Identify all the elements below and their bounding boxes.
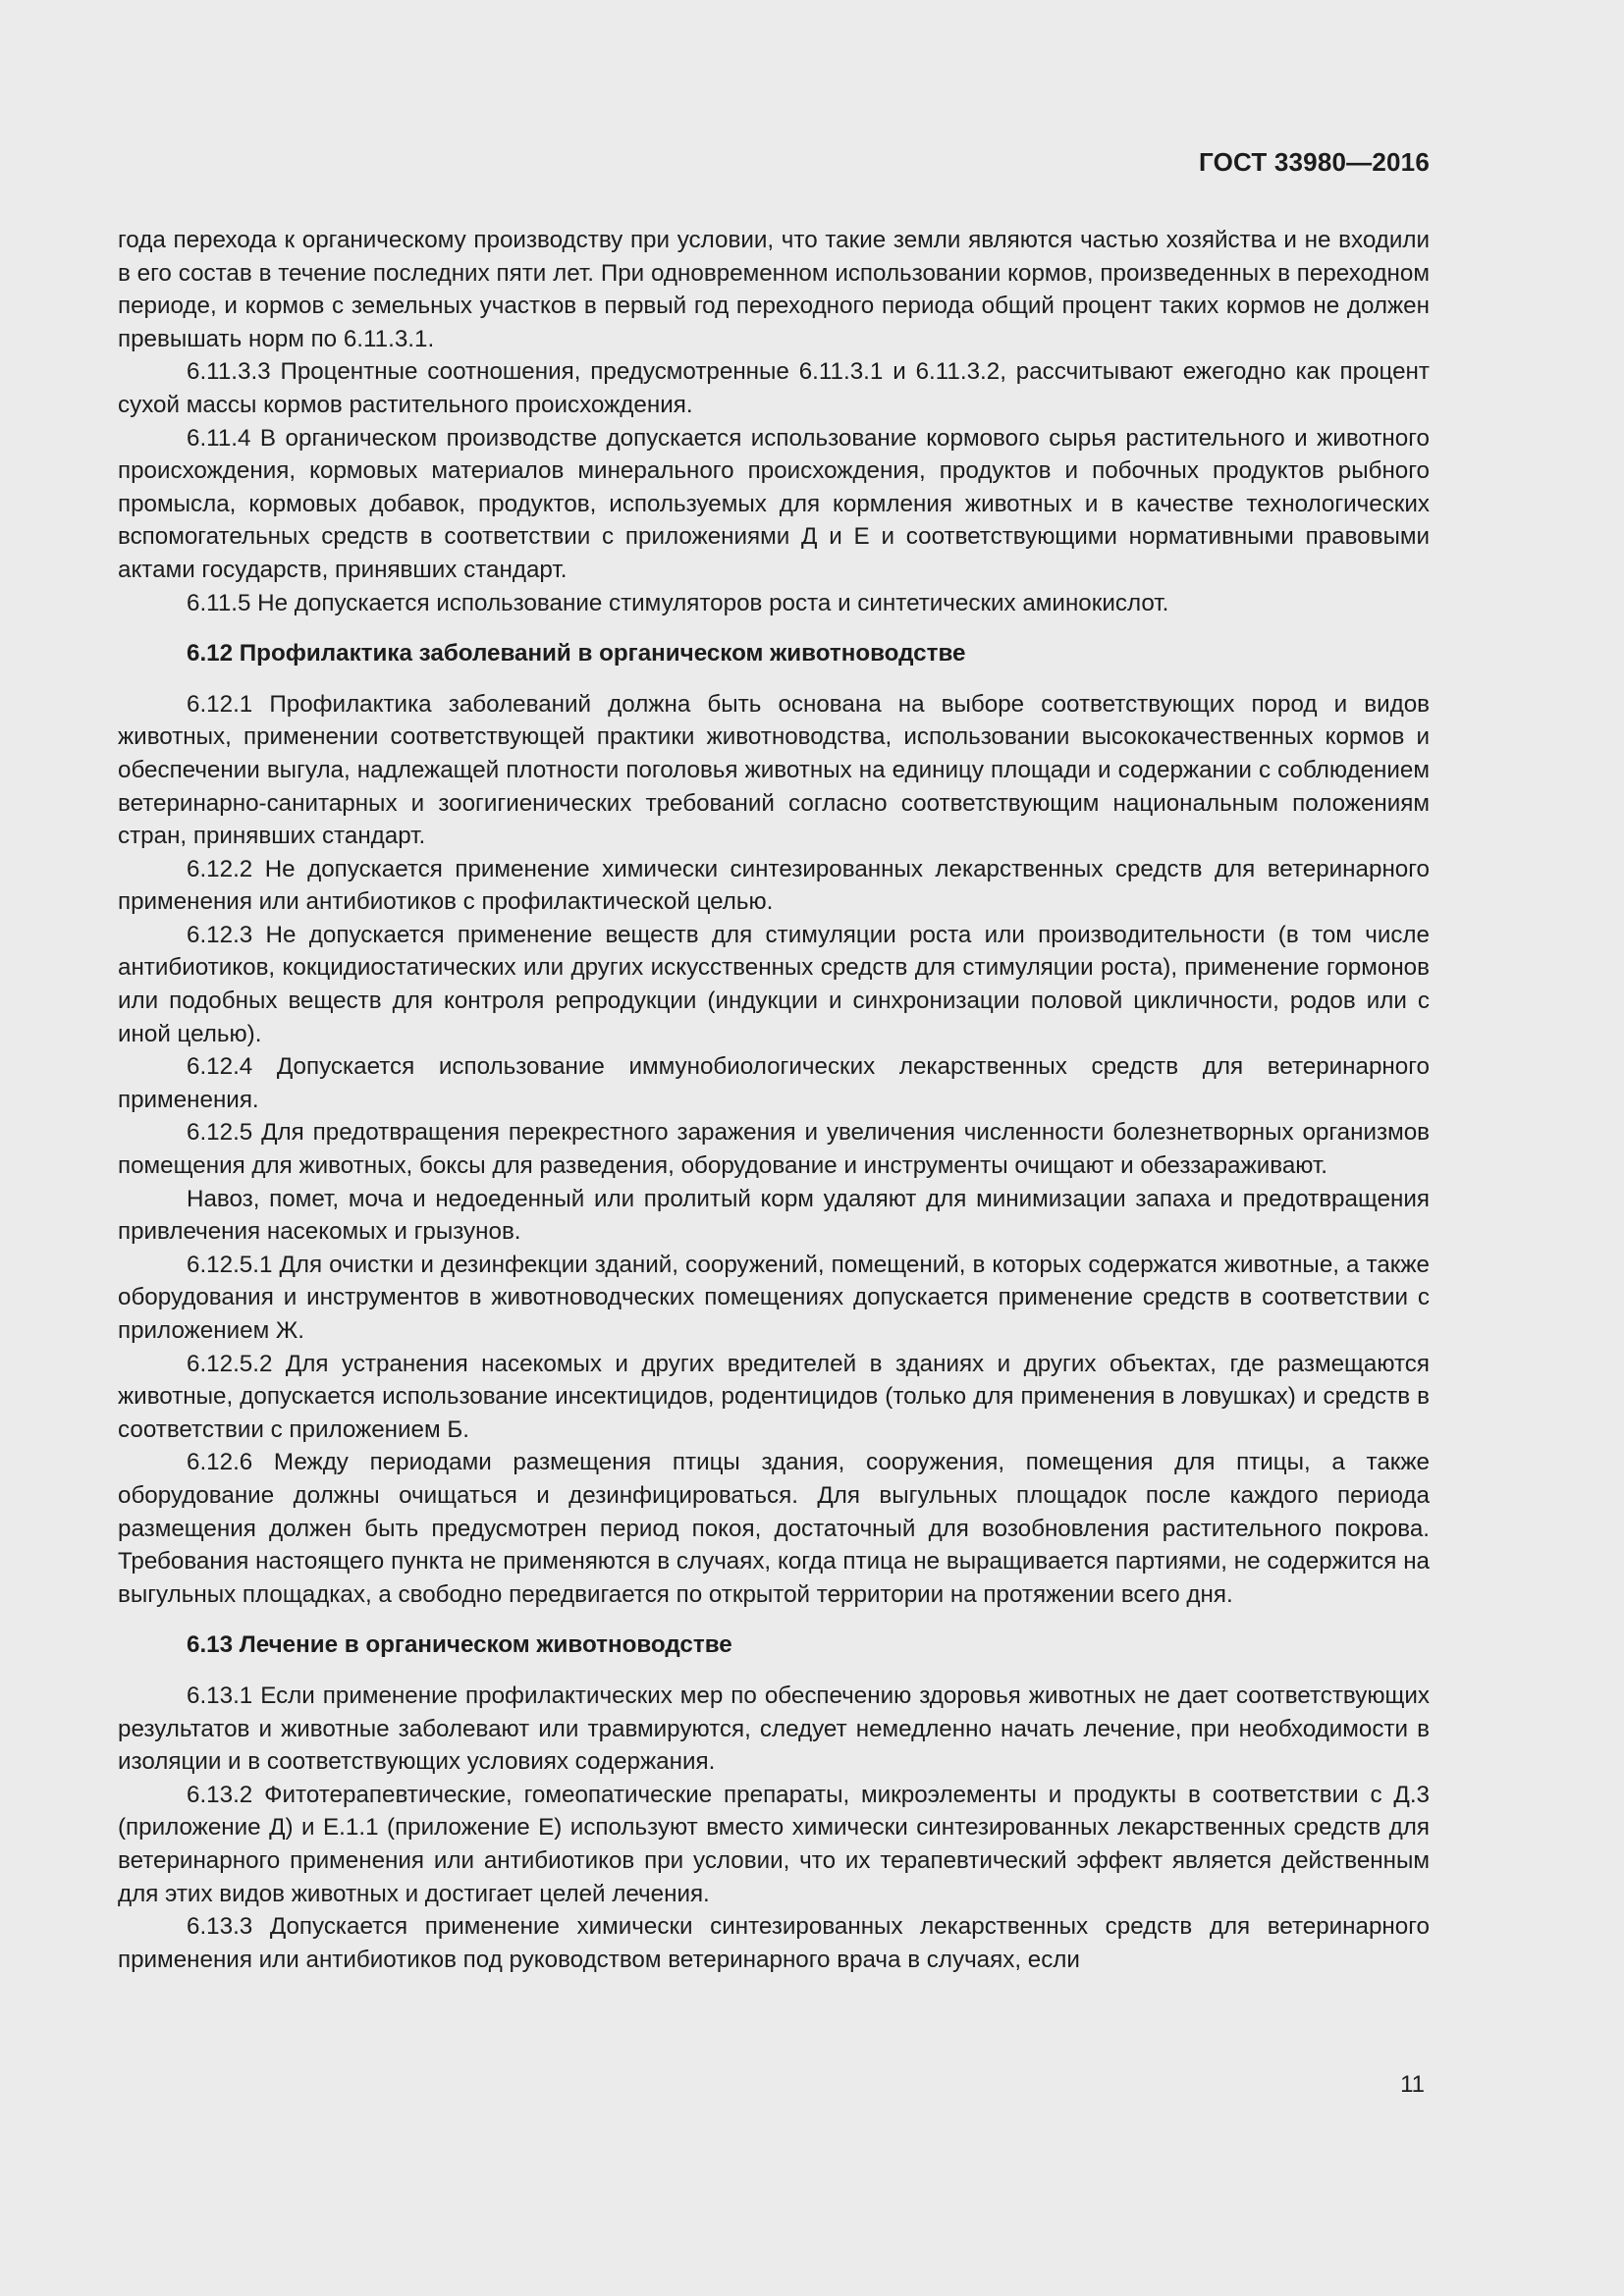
paragraph: 6.12.5 Для предотвращения перекрестного заражения и увеличения численности болезнетворных организмов помещения для животных, боксы для разведения, оборудование и инструменты очищают и обеззараживают. — [118, 1119, 1430, 1180]
page-number: 11 — [1400, 2071, 1425, 2098]
paragraph: 6.11.4 В органическом производстве допускается использование кормового сырья растительного и животного происхождения, кормовых материалов минерального происхождения, продуктов и побочных продуктов рыбного промысла, кормовых добавок, продуктов, используемых для кормления животных и в качестве технологических вспомогательных средств в соответствии с приложениями Д и Е и соответствующими нормативными правовыми актами государств, принявших стандарт. — [118, 424, 1430, 583]
document-body — [118, 224, 1430, 1976]
paragraph: 6.13.3 Допускается применение химически синтезированных лекарственных средств для ветеринарного применения или антибиотиков под руководством ветеринарного врача в случаях, если — [118, 1913, 1430, 1973]
paragraph: 6.12.6 Между периодами размещения птицы здания, сооружения, помещения для птицы, а также оборудование должны очищаться и дезинфицироваться. Для выгульных площадок после каждого периода размещения должен быть предусмотрен период покоя, достаточный для возобновления растительного покрова. Требования настоящего пункта не применяются в случаях, когда птица не выращивается партиями, не содержится на выгульных площадках, а свободно передвигается по открытой территории на протяжении всего дня. — [118, 1449, 1430, 1608]
paragraph: 6.12.3 Не допускается применение веществ для стимуляции роста или производительности (в том числе антибиотиков, кокцидиостатических или других искусственных средств для стимуляции роста), применение гормонов или подобных веществ для контроля репродукции (индукции и синхронизации половой цикличности, родов или с иной целью). — [118, 921, 1430, 1047]
paragraph: 6.13.1 Если применение профилактических мер по обеспечению здоровья животных не дает соответствующих результатов и животные заболевают или травмируются, следует немедленно начать лечение, при необходимости в изоляции и в соответствующих условиях содержания. — [118, 1682, 1430, 1776]
paragraph: 6.12.4 Допускается использование иммунобиологических лекарственных средств для ветеринарного применения. — [118, 1053, 1430, 1113]
section-heading: 6.13 Лечение в органическом животноводстве — [187, 1631, 732, 1659]
paragraph: 6.12.1 Профилактика заболеваний должна быть основана на выборе соответствующих пород и видов животных, применении соответствующей практики животноводства, использовании высококачественных кормов и обеспечении выгула, надлежащей плотности поголовья животных на единицу площади и содержании с соблюдением ветеринарно-санитарных и зоогигиенических требований согласно соответствующим национальным положениям стран, принявших стандарт. — [118, 690, 1430, 850]
paragraph: 6.13.2 Фитотерапевтические, гомеопатические препараты, микроэлементы и продукты в соответствии с Д.3 (приложение Д) и Е.1.1 (приложение Е) используют вместо химически синтезированных лекарственных средств для ветеринарного применения или антибиотиков при условии, что их терапевтический эффект является действенным для этих видов животных и достигает целей лечения. — [118, 1781, 1430, 1907]
paragraph: 6.12.5.1 Для очистки и дезинфекции зданий, сооружений, помещений, в которых содержатся животные, а также оборудования и инструментов в животноводческих помещениях допускается применение средств в соответствии с приложением Ж. — [118, 1251, 1430, 1344]
section-heading: 6.12 Профилактика заболеваний в органическом животноводстве — [187, 640, 966, 667]
paragraph: 6.11.3.3 Процентные соотношения, предусмотренные 6.11.3.1 и 6.11.3.2, рассчитывают ежегодно как процент сухой массы кормов растительного происхождения. — [118, 358, 1430, 418]
paragraph: года перехода к органическому производству при условии, что такие земли являются частью хозяйства и не входили в его состав в течение последних пяти лет. При одновременном использовании кормов, произведенных в переходном периоде, и кормов с земельных участков в первый год переходного периода общий процент таких кормов не должен превышать норм по 6.11.3.1. — [118, 227, 1430, 352]
paragraph: 6.11.5 Не допускается использование стимуляторов роста и синтетических аминокислот. — [187, 589, 1169, 616]
paragraph: 6.12.5.2 Для устранения насекомых и других вредителей в зданиях и других объектах, где размещаются животные, допускается использование инсектицидов, родентицидов (только для применения в ловушках) и средств в соответствии с приложением Б. — [118, 1350, 1430, 1443]
paragraph: 6.12.2 Не допускается применение химически синтезированных лекарственных средств для ветеринарного применения или антибиотиков с профилактической целью. — [118, 855, 1430, 916]
paragraph: Навоз, помет, моча и недоеденный или пролитый корм удаляют для минимизации запаха и предотвращения привлечения насекомых и грызунов. — [118, 1185, 1430, 1246]
document-code: ГОСТ 33980—2016 — [1199, 147, 1430, 177]
